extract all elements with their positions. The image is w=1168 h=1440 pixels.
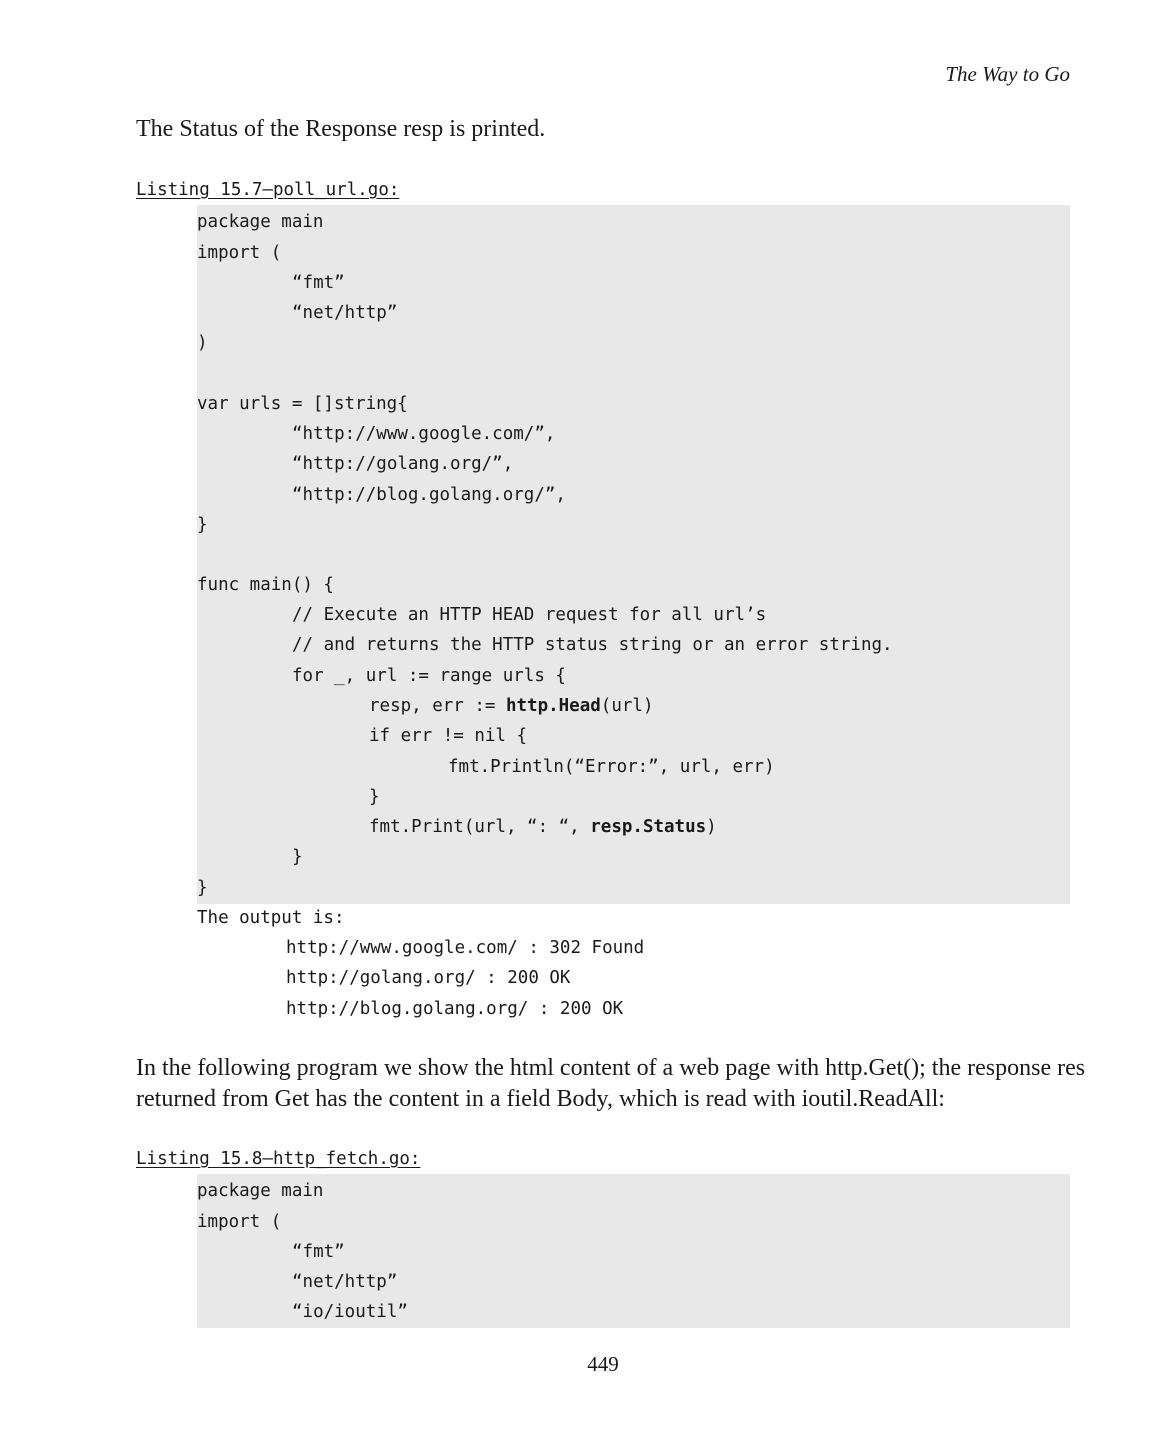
code-bold-text: http.Head (505, 696, 601, 716)
code-bold-text: resp.Status (590, 817, 707, 837)
code-text: (url) (600, 696, 654, 716)
code-line (369, 816, 717, 838)
output-line: http://blog.golang.org/ : 200 OK (286, 999, 624, 1019)
code-line: “http://www.google.com/”, (292, 424, 556, 444)
code-line: import ( (197, 1212, 282, 1232)
listing-15-8-code-block (197, 1174, 1070, 1328)
code-line: ) (197, 333, 208, 353)
code-line: package main (197, 212, 324, 232)
code-text: fmt.Print(url, “: “, (369, 817, 591, 837)
running-header: The Way to Go (945, 62, 1070, 86)
body-paragraph-line: In the following program we show the html content of a web page with http.Get(); the response res (136, 1055, 1086, 1081)
code-line: var urls = []string{ (197, 394, 408, 414)
listing-15-8-label: Listing 15.8—http_fetch.go: (136, 1149, 421, 1169)
code-line: } (292, 847, 303, 867)
code-text: resp, err := (369, 696, 506, 716)
code-line: “net/http” (292, 303, 398, 323)
listing-15-7-code-block (197, 205, 1070, 904)
code-line: import ( (197, 243, 282, 263)
code-text: ) (706, 817, 717, 837)
code-line: func main() { (197, 575, 334, 595)
page-number: 449 (587, 1352, 619, 1376)
body-paragraph-line: returned from Get has the content in a field Body, which is read with ioutil.ReadAll: (136, 1086, 945, 1112)
output-line: http://golang.org/ : 200 OK (286, 968, 571, 988)
code-line: for _, url := range urls { (292, 666, 566, 686)
code-line: “net/http” (292, 1272, 398, 1292)
code-line: “io/ioutil” (292, 1302, 408, 1322)
output-line: http://www.google.com/ : 302 Found (286, 938, 645, 958)
listing-15-7-label: Listing 15.7—poll_url.go: (136, 180, 400, 200)
code-line: “fmt” (292, 273, 345, 293)
code-line: } (369, 787, 380, 807)
code-line: “http://blog.golang.org/”, (292, 485, 566, 505)
code-comment-line: // Execute an HTTP HEAD request for all url’s (292, 605, 767, 625)
code-line: package main (197, 1181, 324, 1201)
intro-paragraph: The Status of the Response resp is printed. (136, 116, 546, 142)
code-line (369, 695, 653, 717)
code-line: fmt.Println(“Error:”, url, err) (448, 757, 775, 777)
code-line: } (197, 515, 208, 535)
code-line: if err != nil { (369, 726, 528, 746)
code-line: } (197, 878, 208, 898)
code-comment-line: // and returns the HTTP status string or an error string. (292, 635, 893, 655)
code-line: “http://golang.org/”, (292, 454, 514, 474)
output-label: The output is: (197, 908, 345, 928)
code-line: “fmt” (292, 1242, 345, 1262)
